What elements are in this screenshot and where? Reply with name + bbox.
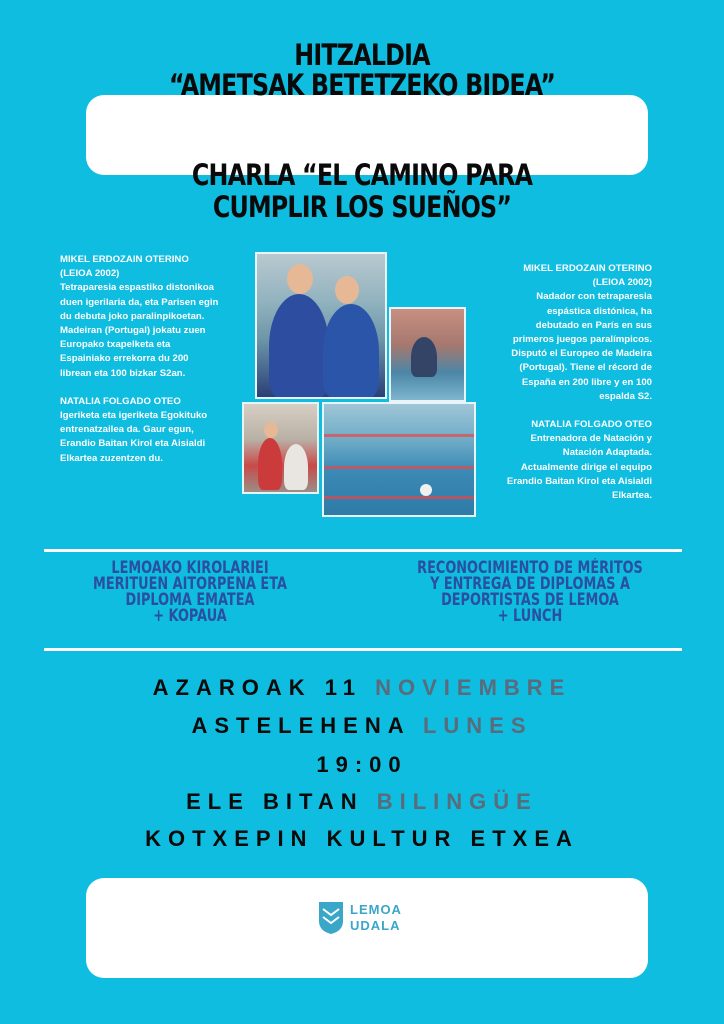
date-spanish: NOVIEMBRE (375, 675, 572, 700)
section-es-line3: DEPORTISTAS DE LEMOA (441, 590, 619, 609)
title-basque-line2: “AMETSAK BETETZEKO BIDEA” (168, 68, 556, 102)
photo-swimmer-and-coach (255, 252, 387, 399)
time-value: 19:00 (316, 752, 408, 777)
person-body (411, 337, 437, 377)
person-head (335, 276, 359, 304)
section-eu-line1: LEMOAKO KIROLARIEI (111, 558, 269, 577)
event-venue (0, 826, 724, 852)
section-basque (73, 560, 307, 624)
photo-pool-start (389, 307, 466, 402)
swimmer-cap (420, 484, 432, 496)
pool-lane-rope (324, 496, 474, 499)
day-spanish: LUNES (422, 713, 533, 738)
lemoa-udala-logo (318, 901, 418, 937)
divider-bottom (44, 648, 682, 651)
photo-swimmers-in-pool (322, 402, 476, 517)
language-spanish: BILINGÜE (376, 789, 538, 814)
logo-text-line1: LEMOA (350, 902, 402, 917)
person-body (323, 304, 379, 399)
bio-es-text1: Nadador con tetraparesia espástica distónica, ha debutado en París en sus primeros juegos paralímpicos. Disputó el Europeo de Madeira (Portugal). Tiene el récord de España en 200 libre y en 100 espalda S2. (511, 291, 652, 402)
bio-spanish (506, 262, 652, 517)
bio-es-text2: Entrenadora de Natación y Natación Adaptada. Actualmente dirige el equipo Erandio Baitan Kirol eta Aisialdi Elkartea. (506, 433, 652, 502)
title-spanish-line1: CHARLA “EL CAMINO PARA (191, 158, 533, 192)
section-es-line2: Y ENTREGA DE DIPLOMAS A (430, 574, 630, 593)
bio-es-year1: (LEIOA 2002) (592, 277, 652, 289)
person-body (269, 294, 329, 399)
person-body (284, 444, 308, 490)
photo-medal-ceremony (242, 402, 319, 494)
bio-es-name2: NATALIA FOLGADO OTEO (531, 419, 652, 431)
event-time (0, 752, 724, 778)
person-body (258, 438, 282, 490)
bio-eu-year1: (LEIOA 2002) (60, 268, 120, 280)
bio-eu-text2: Igeriketa eta igeriketa Egokituko entrenatzailea da. Gaur egun, Erandio Baitan Kirol eta Aisialdi Elkartea zuzentzen du. (60, 410, 208, 464)
section-eu-line4: + KOPAUA (153, 606, 227, 625)
shield-icon (318, 901, 344, 935)
logo-text-line2: UDALA (350, 918, 401, 933)
day-basque: ASTELEHENA (191, 713, 410, 738)
language-basque: ELE BITAN (186, 789, 364, 814)
event-language (0, 789, 724, 815)
divider-top (44, 549, 682, 552)
pool-lane-rope (324, 466, 474, 469)
section-es-line1: RECONOCIMIENTO DE MÉRITOS (417, 558, 643, 577)
person-head (287, 264, 313, 294)
pool-lane-rope (324, 434, 474, 437)
bio-eu-name1: MIKEL ERDOZAIN OTERINO (60, 254, 189, 265)
bio-eu-name2: NATALIA FOLGADO OTEO (60, 395, 181, 407)
title-basque-line1: HITZALDIA (294, 38, 430, 72)
section-es-line4: + LUNCH (497, 606, 563, 625)
event-date (0, 675, 724, 701)
title-spanish-line2: CUMPLIR LOS SUEÑOS” (212, 190, 512, 224)
bio-es-name1: MIKEL ERDOZAIN OTERINO (523, 263, 652, 274)
section-spanish (413, 560, 647, 624)
bio-eu-text1: Tetraparesia espastiko distonikoa duen igerilaria da, eta Parisen egin du debuta joko paralinpikoetan. Madeiran (Portugal) jokatu zuen Europako txapelketa eta Espainiako errekorra du 200 librean eta 100 bizkar S2an. (60, 282, 219, 379)
person-head (264, 422, 278, 438)
section-eu-line3: DIPLOMA EMATEA (125, 590, 255, 609)
bio-basque (60, 253, 220, 480)
section-eu-line2: MERITUEN AITORPENA ETA (93, 574, 287, 593)
event-day (0, 713, 724, 739)
venue-name: KOTXEPIN KULTUR ETXEA (145, 826, 579, 851)
date-basque: AZAROAK 11 (152, 675, 362, 700)
